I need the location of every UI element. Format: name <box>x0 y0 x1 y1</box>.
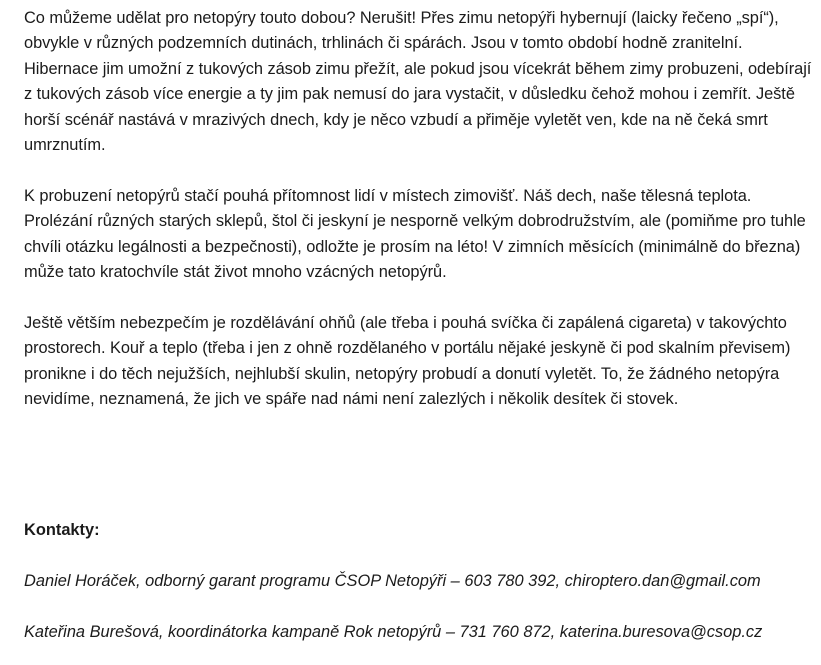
paragraph-fire-danger: Ještě větším nebezpečím je rozdělávání ohňů (ale třeba i pouhá svíčka či zapálená cigareta) v takovýchto prostorech. Kouř a teplo (třeba i jen z ohně rozdělaného v portálu nějaké jeskyně či pod skalním převisem) pronikne i do těch nejužších, nejhlubší skulin, netopýry probudí a donutí vyletět. To, že žádného netopýra nevidíme, neznamená, že jich ve spáře nad námi není zalezlých i několik desítek či stovek. <box>24 313 791 409</box>
contact-katerina-buresova: Kateřina Burešová, koordinátorka kampaně Rok netopýrů – 731 760 872, katerina.buresova@csop.cz <box>24 623 763 641</box>
paragraph-disturbance: K probuzení netopýrů stačí pouhá přítomnost lidí v místech zimovišť. Náš dech, naše tělesná teplota. Prolézání různých starých sklepů, štol či jeskyní je nesporně velkým dobrodružstvím, ale (pomiňme pro tuhle chvíli otázku legálnosti a bezpečnosti), odložte je prosím na léto! V zimních měsících (minimálně do března) může tato kratochvíle stát život mnoho vzácných netopýrů. <box>24 186 806 282</box>
contacts-heading: Kontakty: <box>24 521 100 539</box>
contact-daniel-horacek: Daniel Horáček, odborný garant programu ČSOP Netopýři – 603 780 392, chiroptero.dan@gmail.com <box>24 572 761 590</box>
paragraph-hibernation: Co můžeme udělat pro netopýry touto dobou? Nerušit! Přes zimu netopýři hybernují (laicky řečeno „spí“), obvykle v různých podzemních dutinách, trhlinách či spárách. Jsou v tomto období hodně zranitelní. Hibernace jim umožní z tukových zásob zimu přežít, ale pokud jsou vícekrát během zimy probuzeni, odebírají z tukových zásob více energie a ty jim pak nemusí do jara vystačit, v důsledku čehož mohou i zemřít. Ještě horší scénář nastává v mrazivých dnech, kdy je něco vzbudí a přiměje vyletět ven, kde na ně čeká smrt umrznutím. <box>24 9 812 155</box>
article-body <box>24 6 814 412</box>
